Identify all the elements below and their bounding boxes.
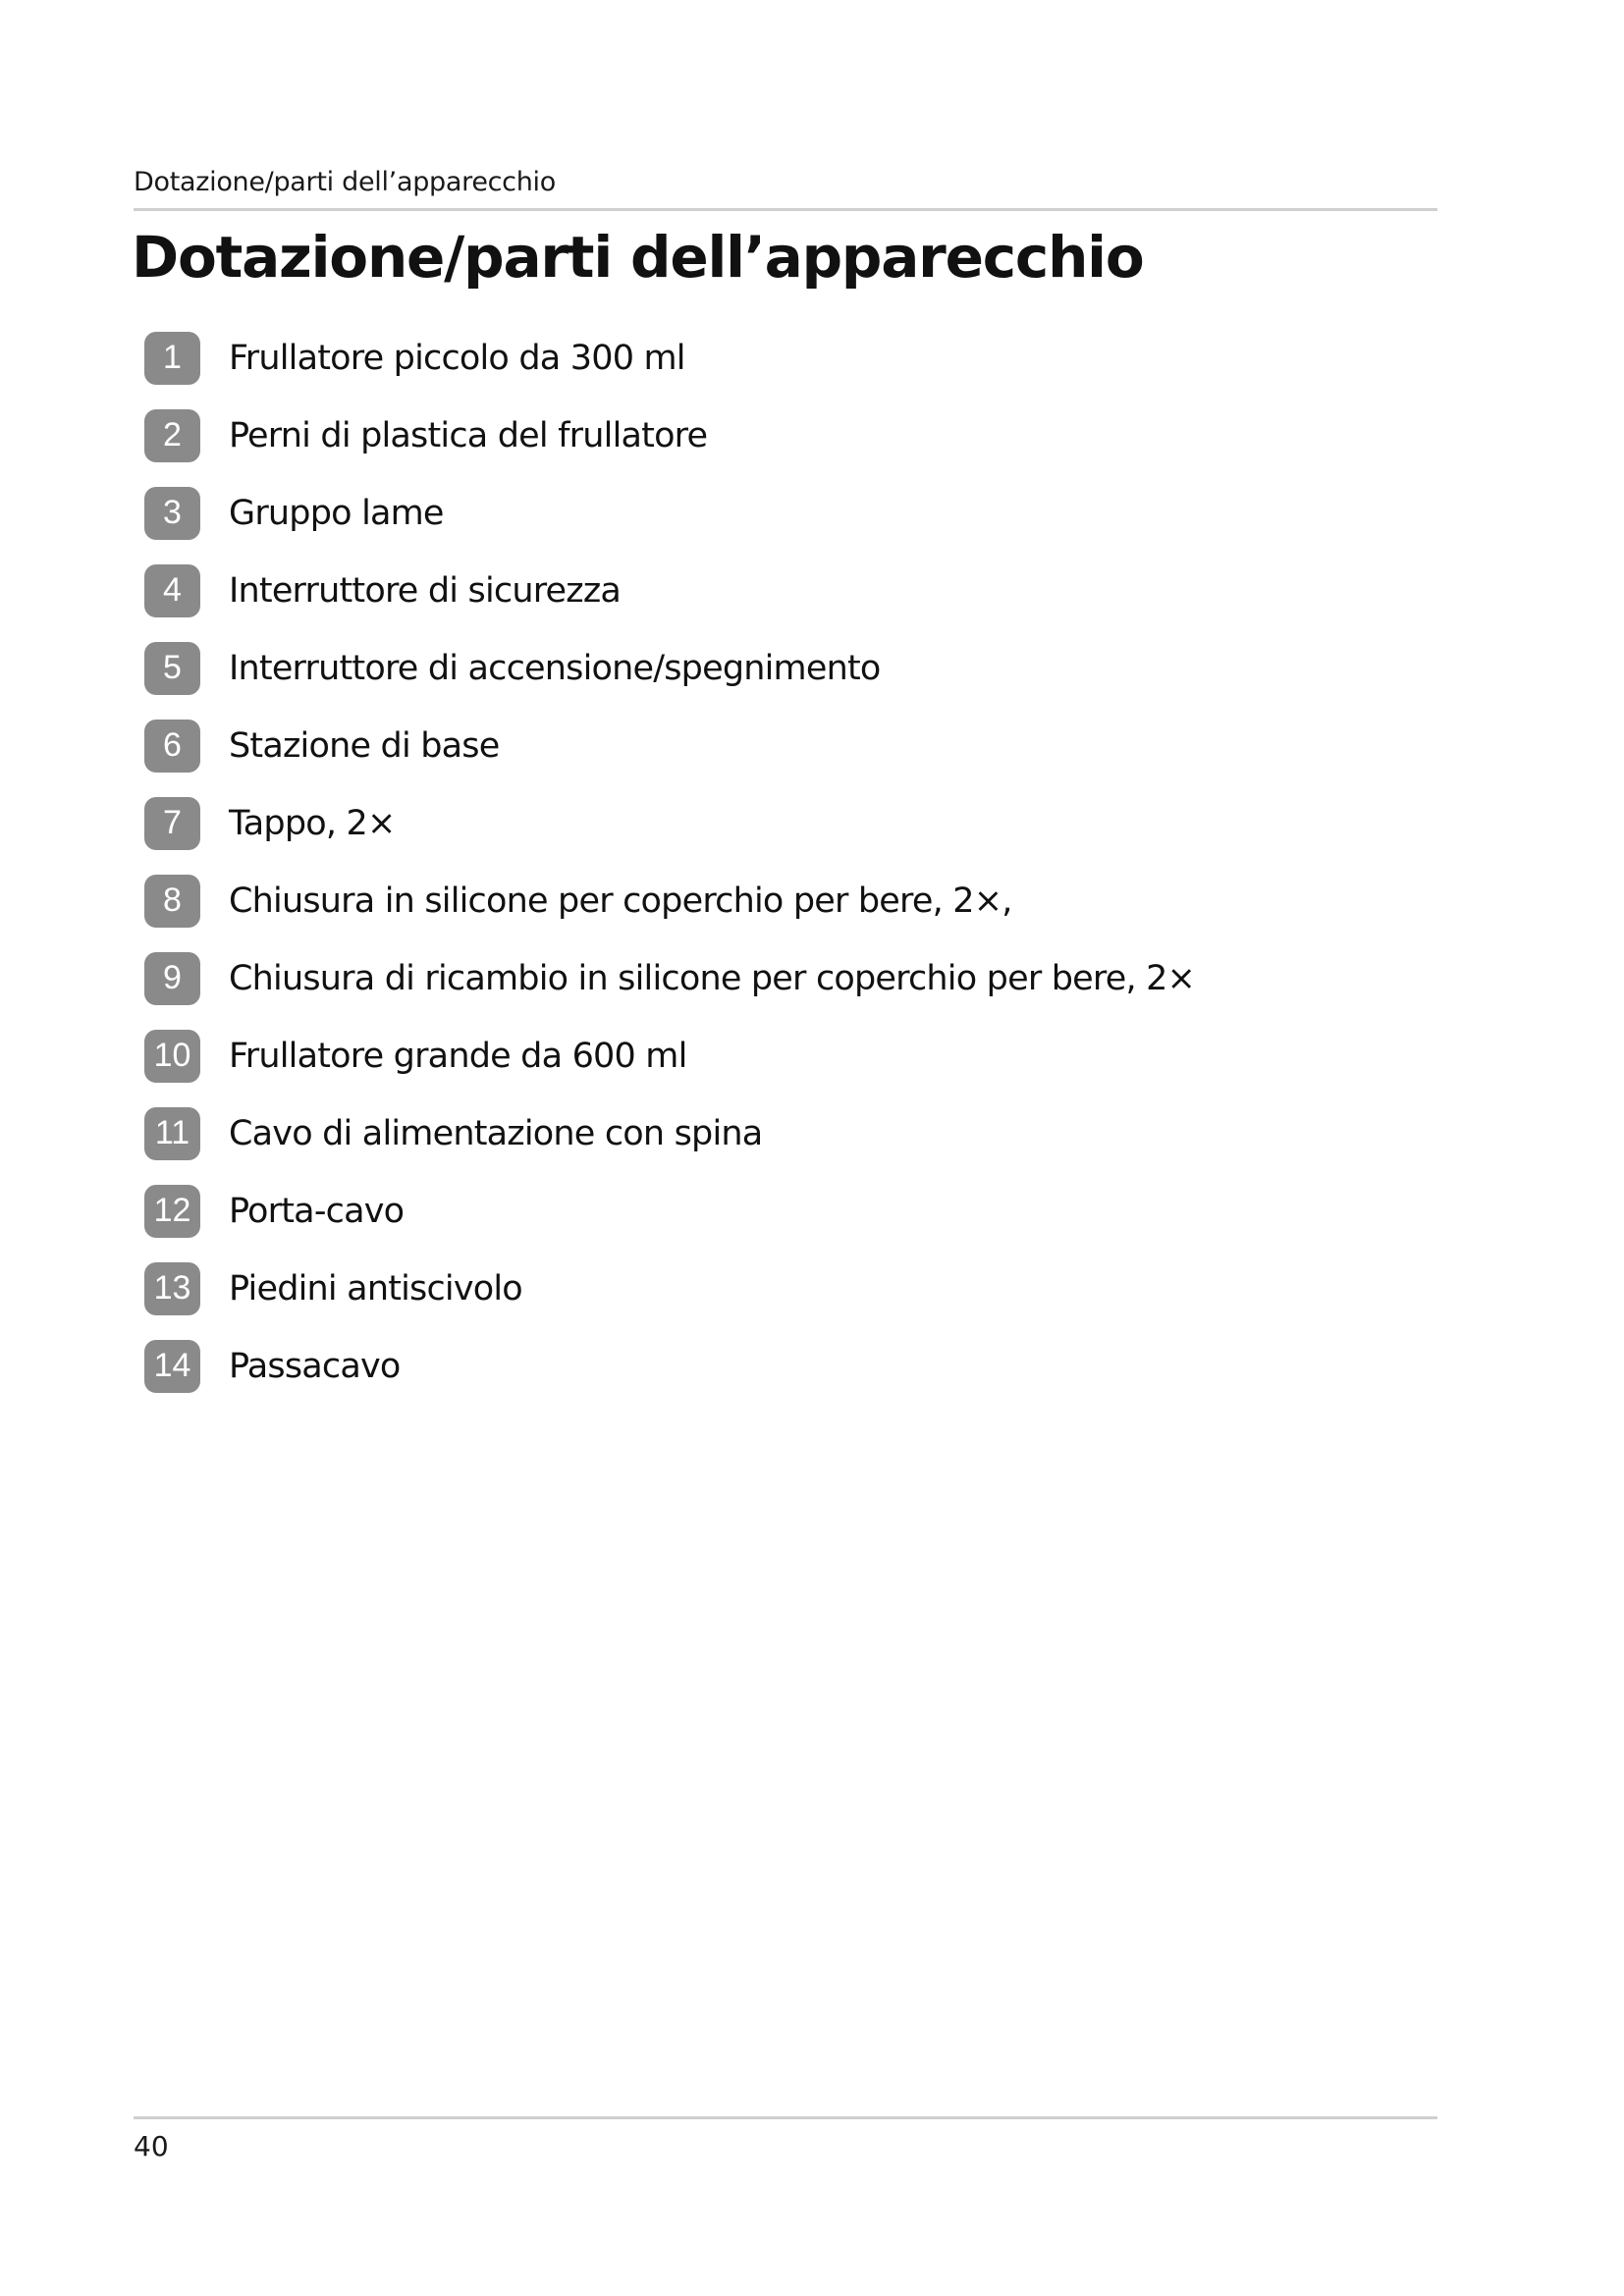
list-item bbox=[144, 1017, 1195, 1095]
part-number-badge: 8 bbox=[144, 875, 200, 928]
part-label: Cavo di alimentazione con spina bbox=[229, 1113, 763, 1153]
list-item bbox=[144, 474, 1195, 552]
part-number-badge: 9 bbox=[144, 952, 200, 1005]
list-item bbox=[144, 1250, 1195, 1327]
part-label: Stazione di base bbox=[229, 725, 500, 766]
part-number-badge: 6 bbox=[144, 720, 200, 773]
part-label: Tappo, 2× bbox=[229, 803, 396, 843]
part-label: Gruppo lame bbox=[229, 493, 444, 533]
list-item bbox=[144, 397, 1195, 474]
list-item bbox=[144, 862, 1195, 939]
list-item bbox=[144, 707, 1195, 784]
part-label: Porta-cavo bbox=[229, 1191, 405, 1231]
running-header: Dotazione/parti dell’apparecchio bbox=[134, 167, 556, 197]
part-label: Interruttore di sicurezza bbox=[229, 570, 622, 611]
part-number-badge: 12 bbox=[144, 1185, 200, 1238]
list-item bbox=[144, 1172, 1195, 1250]
part-number-badge: 7 bbox=[144, 797, 200, 850]
part-label: Interruttore di accensione/spegnimento bbox=[229, 648, 881, 688]
list-item bbox=[144, 319, 1195, 397]
part-number-badge: 13 bbox=[144, 1262, 200, 1315]
list-item bbox=[144, 629, 1195, 707]
header-divider bbox=[134, 208, 1437, 211]
part-number-badge: 14 bbox=[144, 1340, 200, 1393]
part-number-badge: 3 bbox=[144, 487, 200, 540]
part-label: Chiusura in silicone per coperchio per bere, 2×, bbox=[229, 881, 1012, 921]
part-number-badge: 10 bbox=[144, 1030, 200, 1083]
part-number-badge: 4 bbox=[144, 564, 200, 617]
part-number-badge: 5 bbox=[144, 642, 200, 695]
part-number-badge: 2 bbox=[144, 409, 200, 462]
part-label: Frullatore grande da 600 ml bbox=[229, 1036, 687, 1076]
list-item bbox=[144, 784, 1195, 862]
part-label: Frullatore piccolo da 300 ml bbox=[229, 338, 685, 378]
part-label: Perni di plastica del frullatore bbox=[229, 415, 708, 455]
part-label: Piedini antiscivolo bbox=[229, 1268, 522, 1308]
list-item bbox=[144, 1095, 1195, 1172]
page-number: 40 bbox=[134, 2130, 169, 2163]
list-item bbox=[144, 1327, 1195, 1405]
footer-divider bbox=[134, 2116, 1437, 2119]
part-number-badge: 1 bbox=[144, 332, 200, 385]
parts-list bbox=[144, 319, 1195, 1405]
list-item bbox=[144, 939, 1195, 1017]
list-item bbox=[144, 552, 1195, 629]
page-title: Dotazione/parti dell’apparecchio bbox=[132, 224, 1144, 291]
part-number-badge: 11 bbox=[144, 1107, 200, 1160]
part-label: Chiusura di ricambio in silicone per coperchio per bere, 2× bbox=[229, 958, 1196, 998]
part-label: Passacavo bbox=[229, 1346, 401, 1386]
